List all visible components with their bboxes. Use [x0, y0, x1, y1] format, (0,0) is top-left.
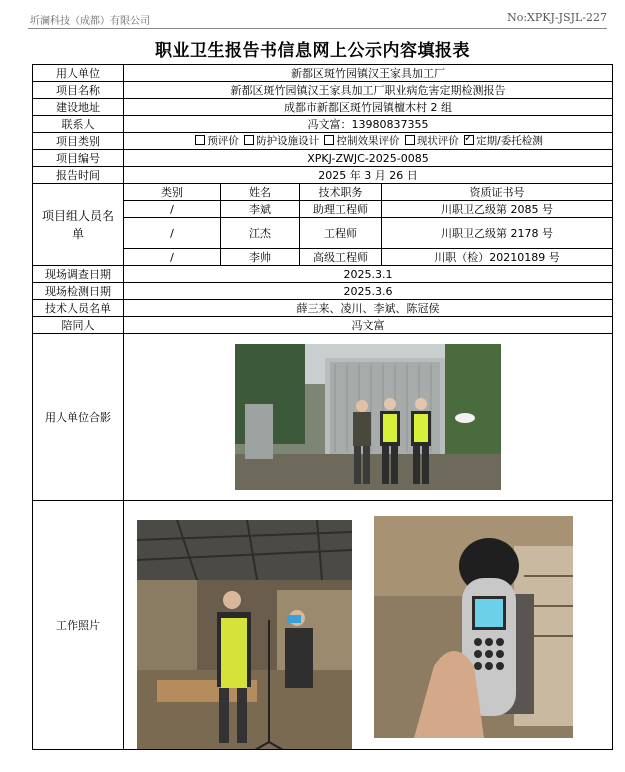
survey-date-label: 现场调查日期	[33, 266, 124, 283]
member-3-title: 高级工程师	[300, 249, 382, 266]
team-col-title: 技术职务	[300, 184, 382, 201]
member-1-title: 助理工程师	[300, 201, 382, 218]
test-date-value: 2025.3.6	[124, 283, 613, 300]
info-table	[32, 64, 613, 750]
test-date-label: 现场检测日期	[33, 283, 124, 300]
member-3-cert: 川职（检）20210189 号	[382, 249, 613, 266]
contact-value: 冯文富：13980837355	[124, 116, 613, 133]
team-col-category: 类别	[124, 184, 221, 201]
employer-value: 新都区斑竹园镇汉王家具加工厂	[124, 65, 613, 82]
member-2-cert: 川职卫乙级第 2178 号	[382, 218, 613, 249]
checkbox-periodic-testing[interactable]	[464, 135, 474, 145]
document-number: No:XPKJ-JSJL-227	[507, 11, 607, 24]
page-header	[0, 10, 625, 30]
member-2-title: 工程师	[300, 218, 382, 249]
group-photo-cell	[124, 334, 613, 501]
member-2-category: /	[124, 218, 221, 249]
project-name-value: 新都区斑竹园镇汉王家具加工厂职业病危害定期检测报告	[124, 82, 613, 99]
group-photo	[235, 344, 501, 490]
team-col-cert: 资质证书号	[382, 184, 613, 201]
contact-label: 联系人	[33, 116, 124, 133]
technicians-label: 技术人员名单	[33, 300, 124, 317]
address-value: 成都市新都区斑竹园镇檀木村 2 组	[124, 99, 613, 116]
work-photo-1-image	[137, 520, 352, 750]
group-photo-label: 用人单位合影	[33, 334, 124, 501]
checkbox-pre-evaluation[interactable]	[195, 135, 205, 145]
work-photo-2-image	[374, 516, 573, 738]
header-divider	[28, 28, 607, 29]
project-no-label: 项目编号	[33, 150, 124, 167]
work-photos-cell	[124, 501, 613, 750]
survey-date-value: 2025.3.1	[124, 266, 613, 283]
option-pre-evaluation: 预评价	[207, 134, 239, 147]
work-photo-1	[137, 520, 352, 750]
technicians-value: 薛三来、凌川、李斌、陈冠侯	[124, 300, 613, 317]
member-1-cert: 川职卫乙级第 2085 号	[382, 201, 613, 218]
project-type-label: 项目类别	[33, 133, 124, 150]
project-no-value: XPKJ-ZWJC-2025-0085	[124, 150, 613, 167]
report-date-label: 报告时间	[33, 167, 124, 184]
team-label: 项目组人员名单	[33, 184, 124, 266]
member-1-category: /	[124, 201, 221, 218]
member-2-name: 江杰	[221, 218, 300, 249]
member-3-name: 李帅	[221, 249, 300, 266]
checkbox-control-evaluation[interactable]	[324, 135, 334, 145]
company-name: 圻澜科技（成都）有限公司	[30, 16, 150, 27]
page-title: 职业卫生报告书信息网上公示内容填报表	[155, 41, 470, 61]
group-photo-image	[235, 344, 501, 490]
address-label: 建设地址	[33, 99, 124, 116]
option-control-evaluation: 控制效果评价	[336, 134, 400, 147]
work-photos-label: 工作照片	[33, 501, 124, 750]
checkbox-status-evaluation[interactable]	[405, 135, 415, 145]
team-col-name: 姓名	[221, 184, 300, 201]
project-type-options	[124, 133, 613, 150]
companion-value: 冯文富	[124, 317, 613, 334]
member-1-name: 李斌	[221, 201, 300, 218]
member-3-category: /	[124, 249, 221, 266]
work-photo-2	[374, 516, 573, 738]
report-date-value: 2025 年 3 月 26 日	[124, 167, 613, 184]
companion-label: 陪同人	[33, 317, 124, 334]
checkbox-protection-design[interactable]	[244, 135, 254, 145]
option-protection-design: 防护设施设计	[256, 134, 320, 147]
option-status-evaluation: 现状评价	[416, 134, 459, 147]
employer-label: 用人单位	[33, 65, 124, 82]
option-periodic-testing: 定期/委托检测	[476, 134, 543, 147]
project-name-label: 项目名称	[33, 82, 124, 99]
